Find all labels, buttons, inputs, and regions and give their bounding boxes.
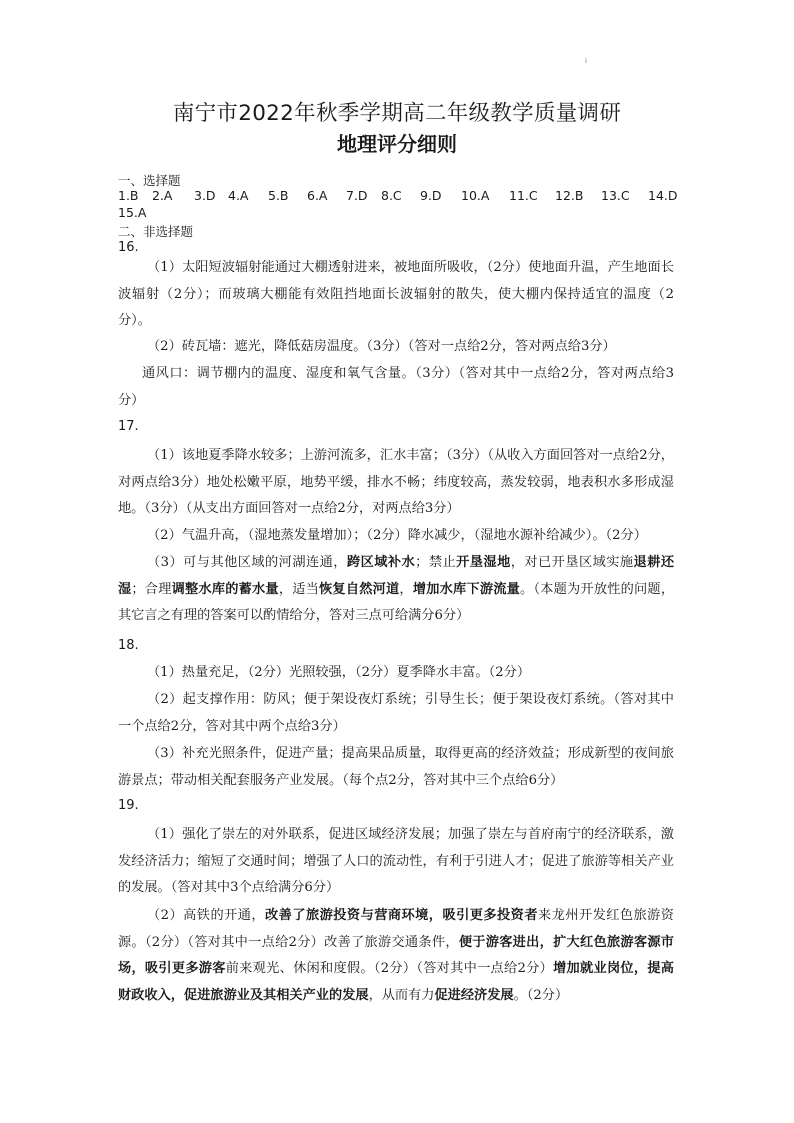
q17-p3-m: 。（本题为开放性的问题，其它言之有理的答案可以酌情给分，答对三点可给满分6分） [118,581,675,623]
q18-part1: （1）热量充足，（2分）光照较强，（2分）夏季降水丰富。（2分） [147,665,531,680]
q17-p3-k: ， [399,581,413,597]
q19-p2-a: （2）高铁的开通， [147,908,266,923]
answer-item: 11.C [509,188,538,203]
q17-part2: （2）气温升高，（湿地蒸发量增加）；（2分）降水减少，（湿地水源补给减少）。（2分） [147,528,647,543]
q16-part1: （1）太阳短波辐射能通过大棚透射进来，被地面所吸收，（2分）使地面升温，产生地面长波辐射（2分）；而玻璃大棚能有效阻挡地面长波辐射的散失，使大棚内保持适宜的温度（2分）。 [118,260,674,328]
page-mark: i [585,57,587,65]
q19-p2-h: 促进经济发展 [434,987,514,1003]
answer-item: 15.A [118,205,147,220]
q19-p2-e: 前来观光、休闲和度假。（2分）（答对其中一点给2分） [225,961,554,976]
q17-part1: （1）该地夏季降水较多；上游河流多，汇水丰富；（3分）（从收入方面回答对一点给2分，对两点给3分）地处松嫩平原，地势平缓，排水不畅；纬度较高，蒸发较弱，地表积水多形成湿地。（3分）（从支出方面回答对一点给2分，对两点给3分） [118,448,674,516]
q17-p3-e: ，对已开垦区域实施 [510,555,634,570]
answer-item: 13.C [601,188,630,203]
q19-p2-i: 。（2分） [513,987,569,1003]
answer-item: 10.A [461,188,490,203]
q17-p3-i: ，适当 [278,581,320,597]
section-heading-choice: 一、选择题 [118,173,181,188]
q19-p2-f: 增加就业岗位，提高财政收入，促进旅游业及其相关产业的发展 [118,961,674,1003]
answer-item: 6.A [307,188,328,203]
q17-p3-a: （3）可与其他区域的河湖连通， [147,555,347,570]
section-heading-nonchoice: 二、非选择题 [118,224,194,239]
answer-item: 4.A [228,188,249,203]
answer-item: 8.C [381,188,402,203]
q19-p2-d: 便于游客进出，扩大红色旅游客源市场，吸引更多游客 [118,934,674,976]
document-title: 南宁市2022年秋季学期高二年级教学质量调研 [172,101,622,126]
q16-part2: （2）砖瓦墙：遮光，降低菇房温度。（3分）（答对一点给2分，答对两点给3分） [147,339,616,354]
q19-part2 [118,903,674,1009]
q17-p3-g: ；合理 [131,581,172,597]
question-number-17: 17. [118,419,139,434]
q19-p2-c: 来龙州开发红色旅游资源。（2分）（答对其中一点给2分）改善了旅游交通条件， [118,908,674,950]
answer-item: 7.D [346,188,368,203]
q16-part2-vent: 通风口：调节棚内的温度、湿度和氧气含量。（3分）（答对其中一点给2分，答对两点给3分） [118,366,674,408]
q17-p3-l: 增加水库下游流量 [412,581,521,597]
q17-p3-b: 跨区域补水 [346,555,416,570]
q17-p3-h: 调整水库的蓄水量 [171,581,279,597]
answer-item: 5.B [268,188,289,203]
q17-p3-d: 开垦湿地 [456,555,511,570]
q18-part2: （2）起支撑作用：防风；便于架设夜灯系统；引导生长；便于架设夜灯系统。（答对其中一个点给2分，答对其中两个点给3分） [118,692,674,734]
answer-item: 2.A [152,188,173,203]
q17-p3-f: 退耕还湿 [118,555,675,597]
q18-part3: （3）补充光照条件，促进产量；提高果品质量，取得更高的经济效益；形成新型的夜间旅游景点；带动相关配套服务产业发展。（每个点2分，答对其中三个点给6分） [118,746,674,788]
answer-item: 12.B [555,188,584,203]
question-number-16: 16. [118,240,139,255]
q17-p3-c: ；禁止 [415,555,457,570]
answer-item: 3.D [194,188,216,203]
question-number-19: 19. [118,798,139,813]
document-subtitle: 地理评分细则 [337,132,457,156]
q19-p2-b: 改善了旅游投资与营商环境，吸引更多投资者 [265,908,538,923]
q17-p3-j: 恢复自然河道 [319,581,400,597]
answer-item: 14.D [648,188,678,203]
q19-part1: （1）强化了崇左的对外联系，促进区域经济发展；加强了崇左与首府南宁的经济联系，激发经济活力；缩短了交通时间；增强了人口的流动性，有利于引进人才；促进了旅游等相关产业的发展。（答对其中3个点给满分6分） [118,827,674,895]
question-number-18: 18. [118,638,139,653]
q19-p2-g: ，从而有力 [368,987,435,1003]
q17-part3 [118,550,674,630]
answer-item: 1.B [118,188,139,203]
answer-item: 9.D [420,188,442,203]
